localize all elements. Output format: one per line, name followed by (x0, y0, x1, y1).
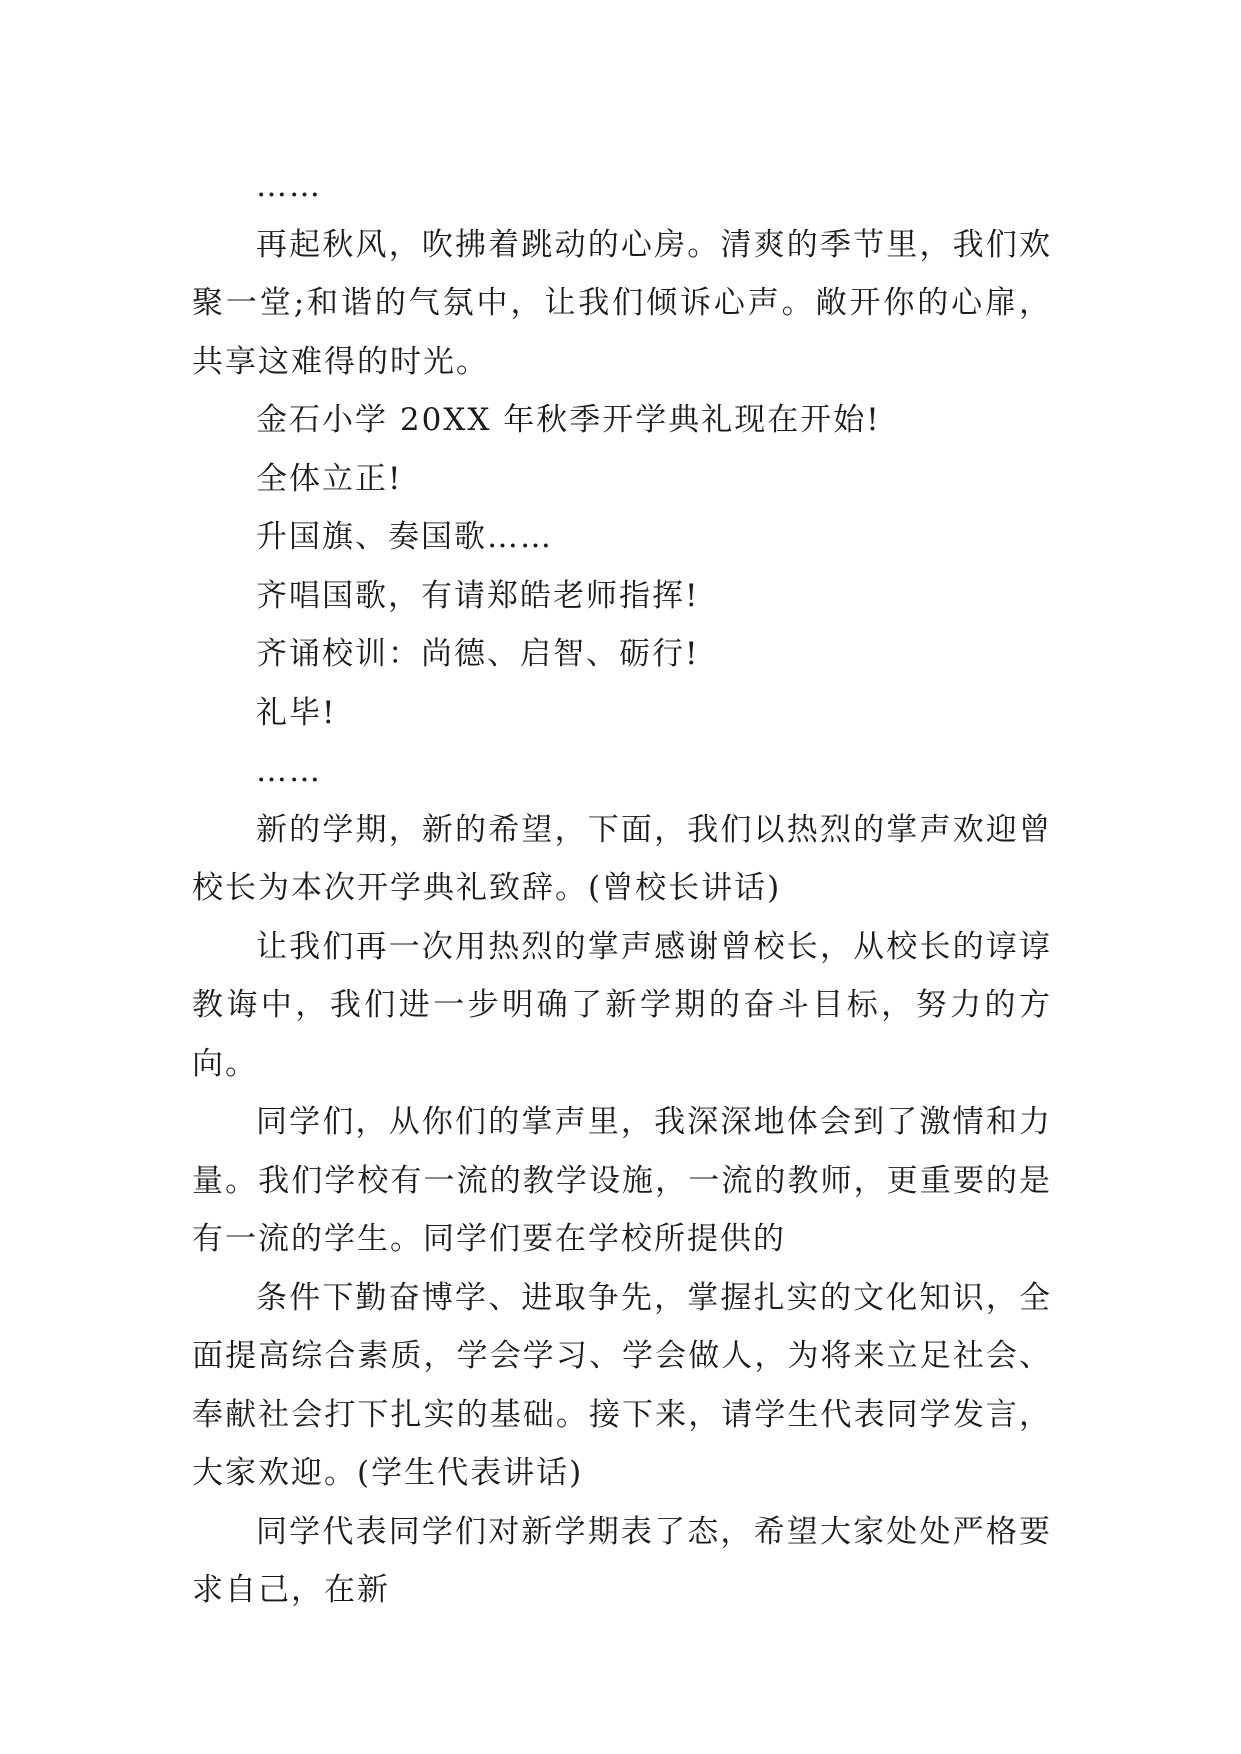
paragraph-ellipsis-top: …… (256, 168, 322, 204)
paragraph-stand: 全体立正! (256, 460, 403, 497)
paragraph-school-motto: 齐诵校训：尚德、启智、砺行! (256, 636, 700, 672)
document-page (192, 157, 1052, 1620)
paragraph-student-rep: 同学代表同学们对新学期表了态，希望大家处处严格要求自己，在新 (192, 1513, 1052, 1608)
paragraph-sing-anthem: 齐唱国歌，有请郑皓老师指挥! (256, 577, 700, 614)
paragraph-opening: 再起秋风，吹拂着跳动的心房。清爽的季节里，我们欢聚一堂;和谐的气氛中，让我们倾诉心声。敞开你的心扉，共享这难得的时光。 (192, 226, 1052, 380)
paragraph-flag-anthem: 升国旗、奏国歌…… (256, 519, 553, 555)
paragraph-salute-end: 礼毕! (256, 694, 337, 731)
paragraph-students-applause: 同学们，从你们的掌声里，我深深地体会到了激情和力量。我们学校有一流的教学设施，一流的教师，更重要的是有一流的学生。同学们要在学校所提供的 (192, 1104, 1052, 1257)
paragraph-study-hard: 条件下勤奋博学、进取争先，掌握扎实的文化知识，全面提高综合素质，学会学习、学会做人，为将来立足社会、奉献社会打下扎实的基础。接下来，请学生代表同学发言，大家欢迎。(学生代表讲话) (192, 1279, 1052, 1491)
paragraph-principal-intro: 新的学期，新的希望，下面，我们以热烈的掌声欢迎曾校长为本次开学典礼致辞。(曾校长讲话) (192, 811, 1052, 906)
paragraph-ellipsis-middle: …… (256, 753, 322, 789)
paragraph-ceremony-start: 金石小学 20XX 年秋季开学典礼现在开始! (256, 402, 881, 438)
paragraph-thanks-principal: 让我们再一次用热烈的掌声感谢曾校长，从校长的谆谆教诲中，我们进一步明确了新学期的奋斗目标，努力的方向。 (192, 928, 1052, 1082)
